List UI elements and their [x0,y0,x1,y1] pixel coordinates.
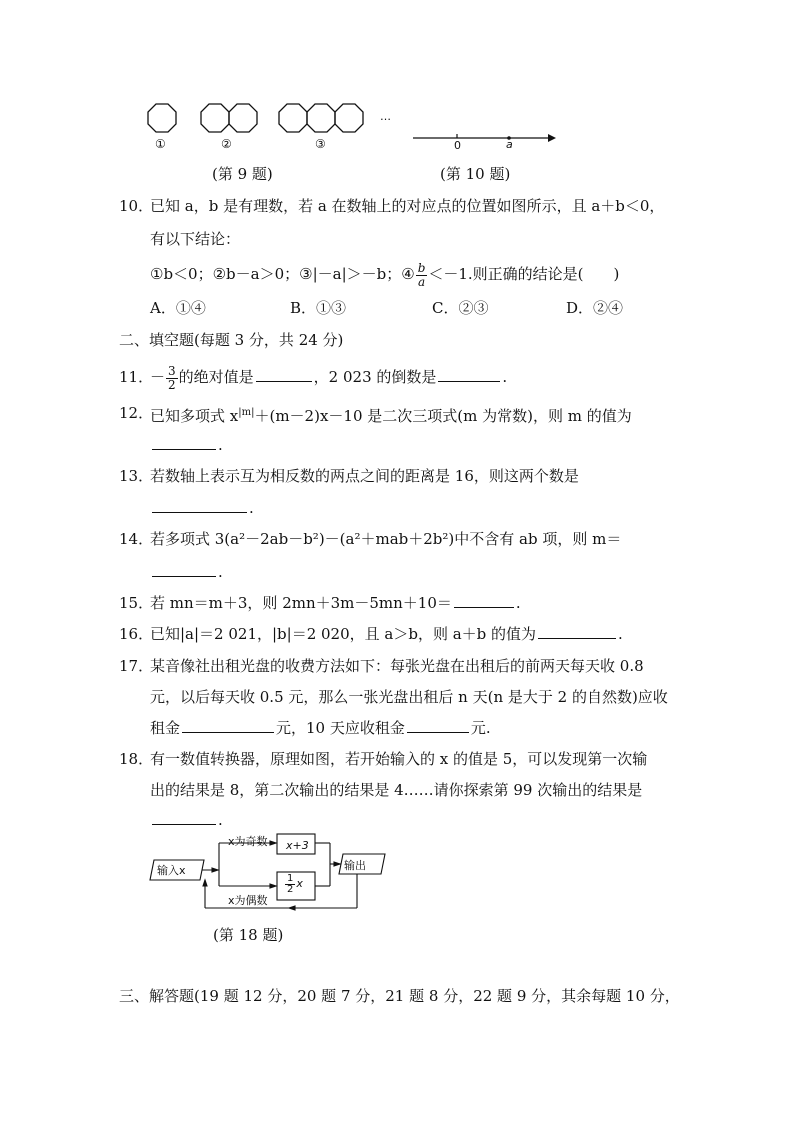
question-18-line-2: 出的结果是 8，第二次输出的结果是 4……请你探索第 99 次输出的结果是 [150,781,643,799]
question-13-number: 13． [119,467,154,485]
answer-blank[interactable] [152,497,247,513]
fraction-b-over-a: $\frac{b}{a}$ [417,260,426,289]
section-3-heading: 三、解答题(19 题 12 分，20 题 7 分，21 题 8 分，22 题 9 分，其余每题 10 分， [119,987,680,1005]
flowchart-input-label: 输入x [157,864,186,877]
octagon [201,104,229,132]
question-10-conclusion-end: ＜－1.则正确的结论是( ) [428,265,620,283]
answer-blank[interactable] [407,717,469,733]
answer-blank[interactable] [152,809,216,825]
answer-blank[interactable] [538,623,616,639]
question-17-line-3: 租金 元，10 天应收租金 元. [150,719,491,737]
figure-10-a-label: a [506,138,513,151]
question-17-line-1: 某音像社出租光盘的收费方法如下：每张光盘在出租后的前两天每天收 0.8 [150,657,644,675]
question-18-line-1: 有一数值转换器，原理如图，若开始输入的 x 的值是 5，可以发现第一次输 [150,750,648,768]
answer-blank[interactable] [256,366,312,382]
question-13-text: 若数轴上表示互为相反数的两点之间的距离是 16，则这两个数是 [150,467,579,485]
option-d: D．②④ [566,299,624,317]
answer-blank[interactable] [454,592,514,608]
figure-10-caption: (第 10 题) [440,165,511,183]
question-12-line: 已知多项式 $x^{|m|}+(m-2)x-10$ 是二次三项式(m 为常数)，则 m 的值为 [150,407,632,425]
answer-blank[interactable] [152,561,216,577]
flowchart-output-label: 输出 [344,859,366,872]
figure-10-number-line [410,128,570,148]
question-14-number: 14． [119,530,154,548]
question-10-conclusions: ①b＜0；②b－a＞0；③|－a|＞－b；④ [150,265,415,283]
figure-9-label-2: ② [221,137,232,151]
flowchart-even-label: x为偶数 [228,894,268,907]
question-17-line-2: 元，以后每天收 0.5 元，那么一张光盘出租后 n 天(n 是大于 2 的自然数)应收 [150,688,668,706]
figure-9-caption: (第 9 题) [212,165,273,183]
answer-blank[interactable] [438,366,500,382]
question-17-number: 17． [119,657,154,675]
octagon [279,104,307,132]
answer-blank[interactable] [182,717,274,733]
fraction-3-over-2: $\frac{3}{2}$ [168,363,176,392]
question-11-line: － $\frac{3}{2}$ 的绝对值是 ，2 023 的倒数是 . [150,363,508,392]
flowchart-odd-label: x为奇数 [228,835,268,848]
figure-9-label-1: ① [155,137,166,151]
question-11-number: 11． [119,368,154,386]
option-c: C．②③ [432,299,489,317]
figure-18-caption: (第 18 题) [213,926,284,944]
question-10-number: 10． [119,197,154,215]
question-15-line: 若 mn＝m＋3，则 2mn＋3m－5mn＋10＝ . [150,594,521,612]
question-10-line-3 [150,259,619,289]
option-b: B．①③ [290,299,347,317]
question-18-answer-line: . [150,809,223,831]
octagon [148,104,176,132]
question-14-answer-line: . [150,561,223,583]
octagon [335,104,363,132]
figure-9-label-3: ③ [315,137,326,151]
question-15-number: 15． [119,594,154,612]
section-2-heading: 二、填空题(每题 3 分，共 24 分) [119,331,344,349]
question-10-line-1: 已知 a，b 是有理数，若 a 在数轴上的对应点的位置如图所示，且 a＋b＜0， [150,197,665,215]
question-12-answer-line: . [150,434,223,456]
question-16-number: 16． [119,625,154,643]
question-13-answer-line: . [150,497,254,519]
octagon [307,104,335,132]
question-12-number: 12． [119,404,154,422]
flowchart-odd-box-label: x+3 [286,839,309,852]
question-14-text: 若多项式 3(a²－2ab－b²)－(a²＋mab＋2b²)中不含有 ab 项，则 m＝ [150,530,622,548]
flowchart-even-box-label: $\frac{1}{2}$ x [287,872,303,895]
figure-9-ellipsis: … [380,110,391,123]
question-18-number: 18． [119,750,154,768]
question-10-line-2: 有以下结论： [150,230,241,248]
option-a: A．①④ [150,299,206,317]
question-16-line: 已知|a|＝2 021，|b|＝2 020，且 a＞b，则 a＋b 的值为 . [150,625,623,643]
answer-blank[interactable] [152,434,216,450]
figure-10-origin-label: 0 [454,139,461,152]
octagon [229,104,257,132]
